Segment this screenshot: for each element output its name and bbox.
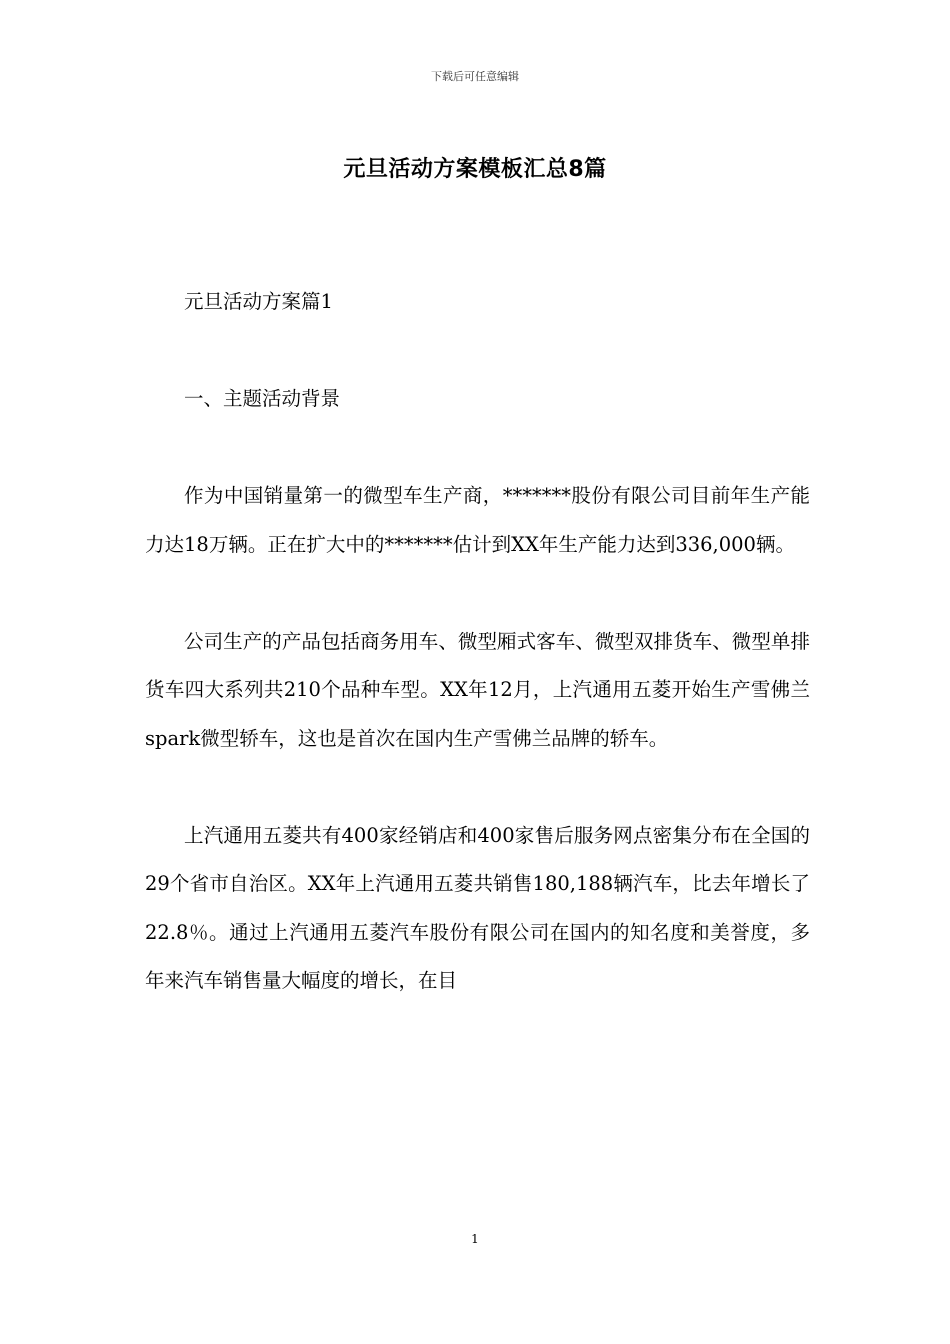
body-paragraph: 上汽通用五菱共有400家经销店和400家售后服务网点密集分布在全国的29个省市自治区。XX年上汽通用五菱共销售180,188辆汽车，比去年增长了22.8％。通过上汽通用五菱汽车股份有限公司在国内的知名度和美誉度，多年来汽车销售量大幅度的增长，在目 bbox=[145, 823, 810, 992]
page-number: 1 bbox=[471, 1232, 479, 1246]
section-heading: 元旦活动方案篇1 bbox=[184, 290, 333, 313]
body-paragraph: 作为中国销量第一的微型车生产商，*******股份有限公司目前年生产能力达18万辆。正在扩大中的*******估计到XX年生产能力达到336,000辆。 bbox=[145, 484, 810, 556]
document-body bbox=[145, 278, 810, 1054]
body-paragraph: 公司生产的产品包括商务用车、微型厢式客车、微型双排货车、微型单排货车四大系列共210个品种车型。XX年12月，上汽通用五菱开始生产雪佛兰spark微型轿车，这也是首次在国内生产雪佛兰品牌的轿车。 bbox=[145, 629, 810, 750]
subsection-heading: 一、主题活动背景 bbox=[184, 387, 341, 410]
document-title: 元旦活动方案模板汇总8篇 bbox=[343, 157, 607, 182]
header-note: 下载后可任意编辑 bbox=[431, 70, 519, 83]
